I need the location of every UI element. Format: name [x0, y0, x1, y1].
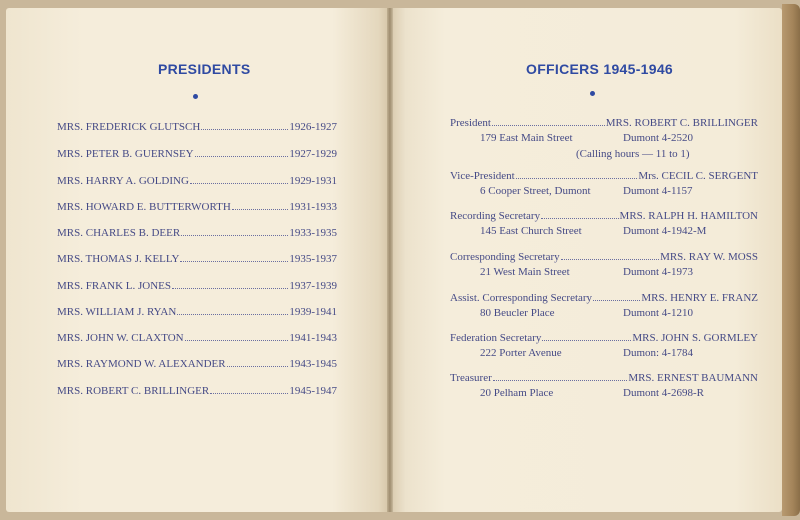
- officer-address: 20 Pelham Place: [480, 387, 554, 399]
- president-row: [57, 174, 337, 188]
- officer-name: MRS. HENRY E. FRANZ: [641, 292, 758, 304]
- president-row: [57, 147, 337, 161]
- officer-address: 6 Cooper Street, Dumont: [480, 185, 591, 197]
- president-years: 1929-1931: [289, 175, 337, 187]
- officer-address: 145 East Church Street: [480, 225, 582, 237]
- officer-name: MRS. ERNEST BAUMANN: [628, 372, 758, 384]
- president-years: 1939-1941: [289, 306, 337, 318]
- president-years: 1927-1929: [289, 148, 337, 160]
- presidents-heading: PRESIDENTS: [158, 61, 251, 77]
- officer-name: MRS. JOHN S. GORMLEY: [632, 332, 758, 344]
- president-name: MRS. THOMAS J. KELLY: [57, 253, 180, 265]
- officer-title: Recording Secretary: [450, 210, 541, 222]
- president-years: 1931-1933: [289, 201, 337, 213]
- officer-phone: Dumont 4-2698-R: [623, 387, 704, 399]
- officer-title: President: [450, 117, 491, 129]
- officer-entry: [450, 169, 758, 201]
- president-row: [57, 226, 337, 240]
- president-name: MRS. ROBERT C. BRILLINGER: [57, 385, 210, 397]
- officers-heading: OFFICERS 1945-1946: [526, 61, 674, 77]
- president-row: [57, 305, 337, 319]
- officer-address: 21 West Main Street: [480, 266, 570, 278]
- bullet-icon: [193, 94, 198, 99]
- president-years: 1943-1945: [289, 358, 337, 370]
- president-name: MRS. FREDERICK GLUTSCH: [57, 121, 201, 133]
- bullet-icon: [590, 91, 595, 96]
- president-name: MRS. CHARLES B. DEER: [57, 227, 181, 239]
- officer-note: (Calling hours — 11 to 1): [576, 148, 690, 160]
- officer-entry: [450, 250, 758, 282]
- president-years: 1945-1947: [289, 385, 337, 397]
- officer-phone: Dumon: 4-1784: [623, 347, 693, 359]
- officer-title: Corresponding Secretary: [450, 251, 560, 263]
- president-row: [57, 252, 337, 266]
- officer-name: Mrs. CECIL C. SERGENT: [638, 170, 758, 182]
- officer-name: MRS. RAY W. MOSS: [660, 251, 758, 263]
- officer-name: MRS. RALPH H. HAMILTON: [619, 210, 758, 222]
- president-years: 1941-1943: [289, 332, 337, 344]
- officer-phone: Dumont 4-2520: [623, 132, 693, 144]
- officer-entry: [450, 291, 758, 323]
- book-gutter: [387, 8, 393, 512]
- president-name: MRS. HOWARD E. BUTTERWORTH: [57, 201, 231, 213]
- president-name: MRS. HARRY A. GOLDING: [57, 175, 189, 187]
- president-name: MRS. WILLIAM J. RYAN: [57, 306, 177, 318]
- president-years: 1933-1935: [289, 227, 337, 239]
- officer-title: Vice-President: [450, 170, 515, 182]
- president-name: MRS. FRANK L. JONES: [57, 280, 171, 292]
- officer-title: Assist. Corresponding Secretary: [450, 292, 593, 304]
- president-name: MRS. JOHN W. CLAXTON: [57, 332, 184, 344]
- officer-entry: [450, 371, 758, 403]
- officer-entry: [450, 209, 758, 241]
- officer-phone: Dumont 4-1973: [623, 266, 693, 278]
- president-row: [57, 331, 337, 345]
- president-row: [57, 357, 337, 371]
- officer-phone: Dumont 4-1210: [623, 307, 693, 319]
- president-years: 1935-1937: [289, 253, 337, 265]
- officer-title: Treasurer: [450, 372, 492, 384]
- officer-entry: [450, 331, 758, 363]
- book-cover-edge: [782, 4, 800, 516]
- officer-title: Federation Secretary: [450, 332, 542, 344]
- officer-entry: [450, 116, 758, 164]
- president-years: 1937-1939: [289, 280, 337, 292]
- officer-phone: Dumont 4-1942-M: [623, 225, 707, 237]
- officer-address: 222 Porter Avenue: [480, 347, 562, 359]
- officer-phone: Dumont 4-1157: [623, 185, 693, 197]
- officer-address: 80 Beucler Place: [480, 307, 555, 319]
- president-row: [57, 279, 337, 293]
- officer-address: 179 East Main Street: [480, 132, 573, 144]
- president-years: 1926-1927: [289, 121, 337, 133]
- officer-name: MRS. ROBERT C. BRILLINGER: [605, 117, 758, 129]
- president-name: MRS. RAYMOND W. ALEXANDER: [57, 358, 226, 370]
- president-row: [57, 384, 337, 398]
- president-name: MRS. PETER B. GUERNSEY: [57, 148, 194, 160]
- president-row: [57, 120, 337, 134]
- president-row: [57, 200, 337, 214]
